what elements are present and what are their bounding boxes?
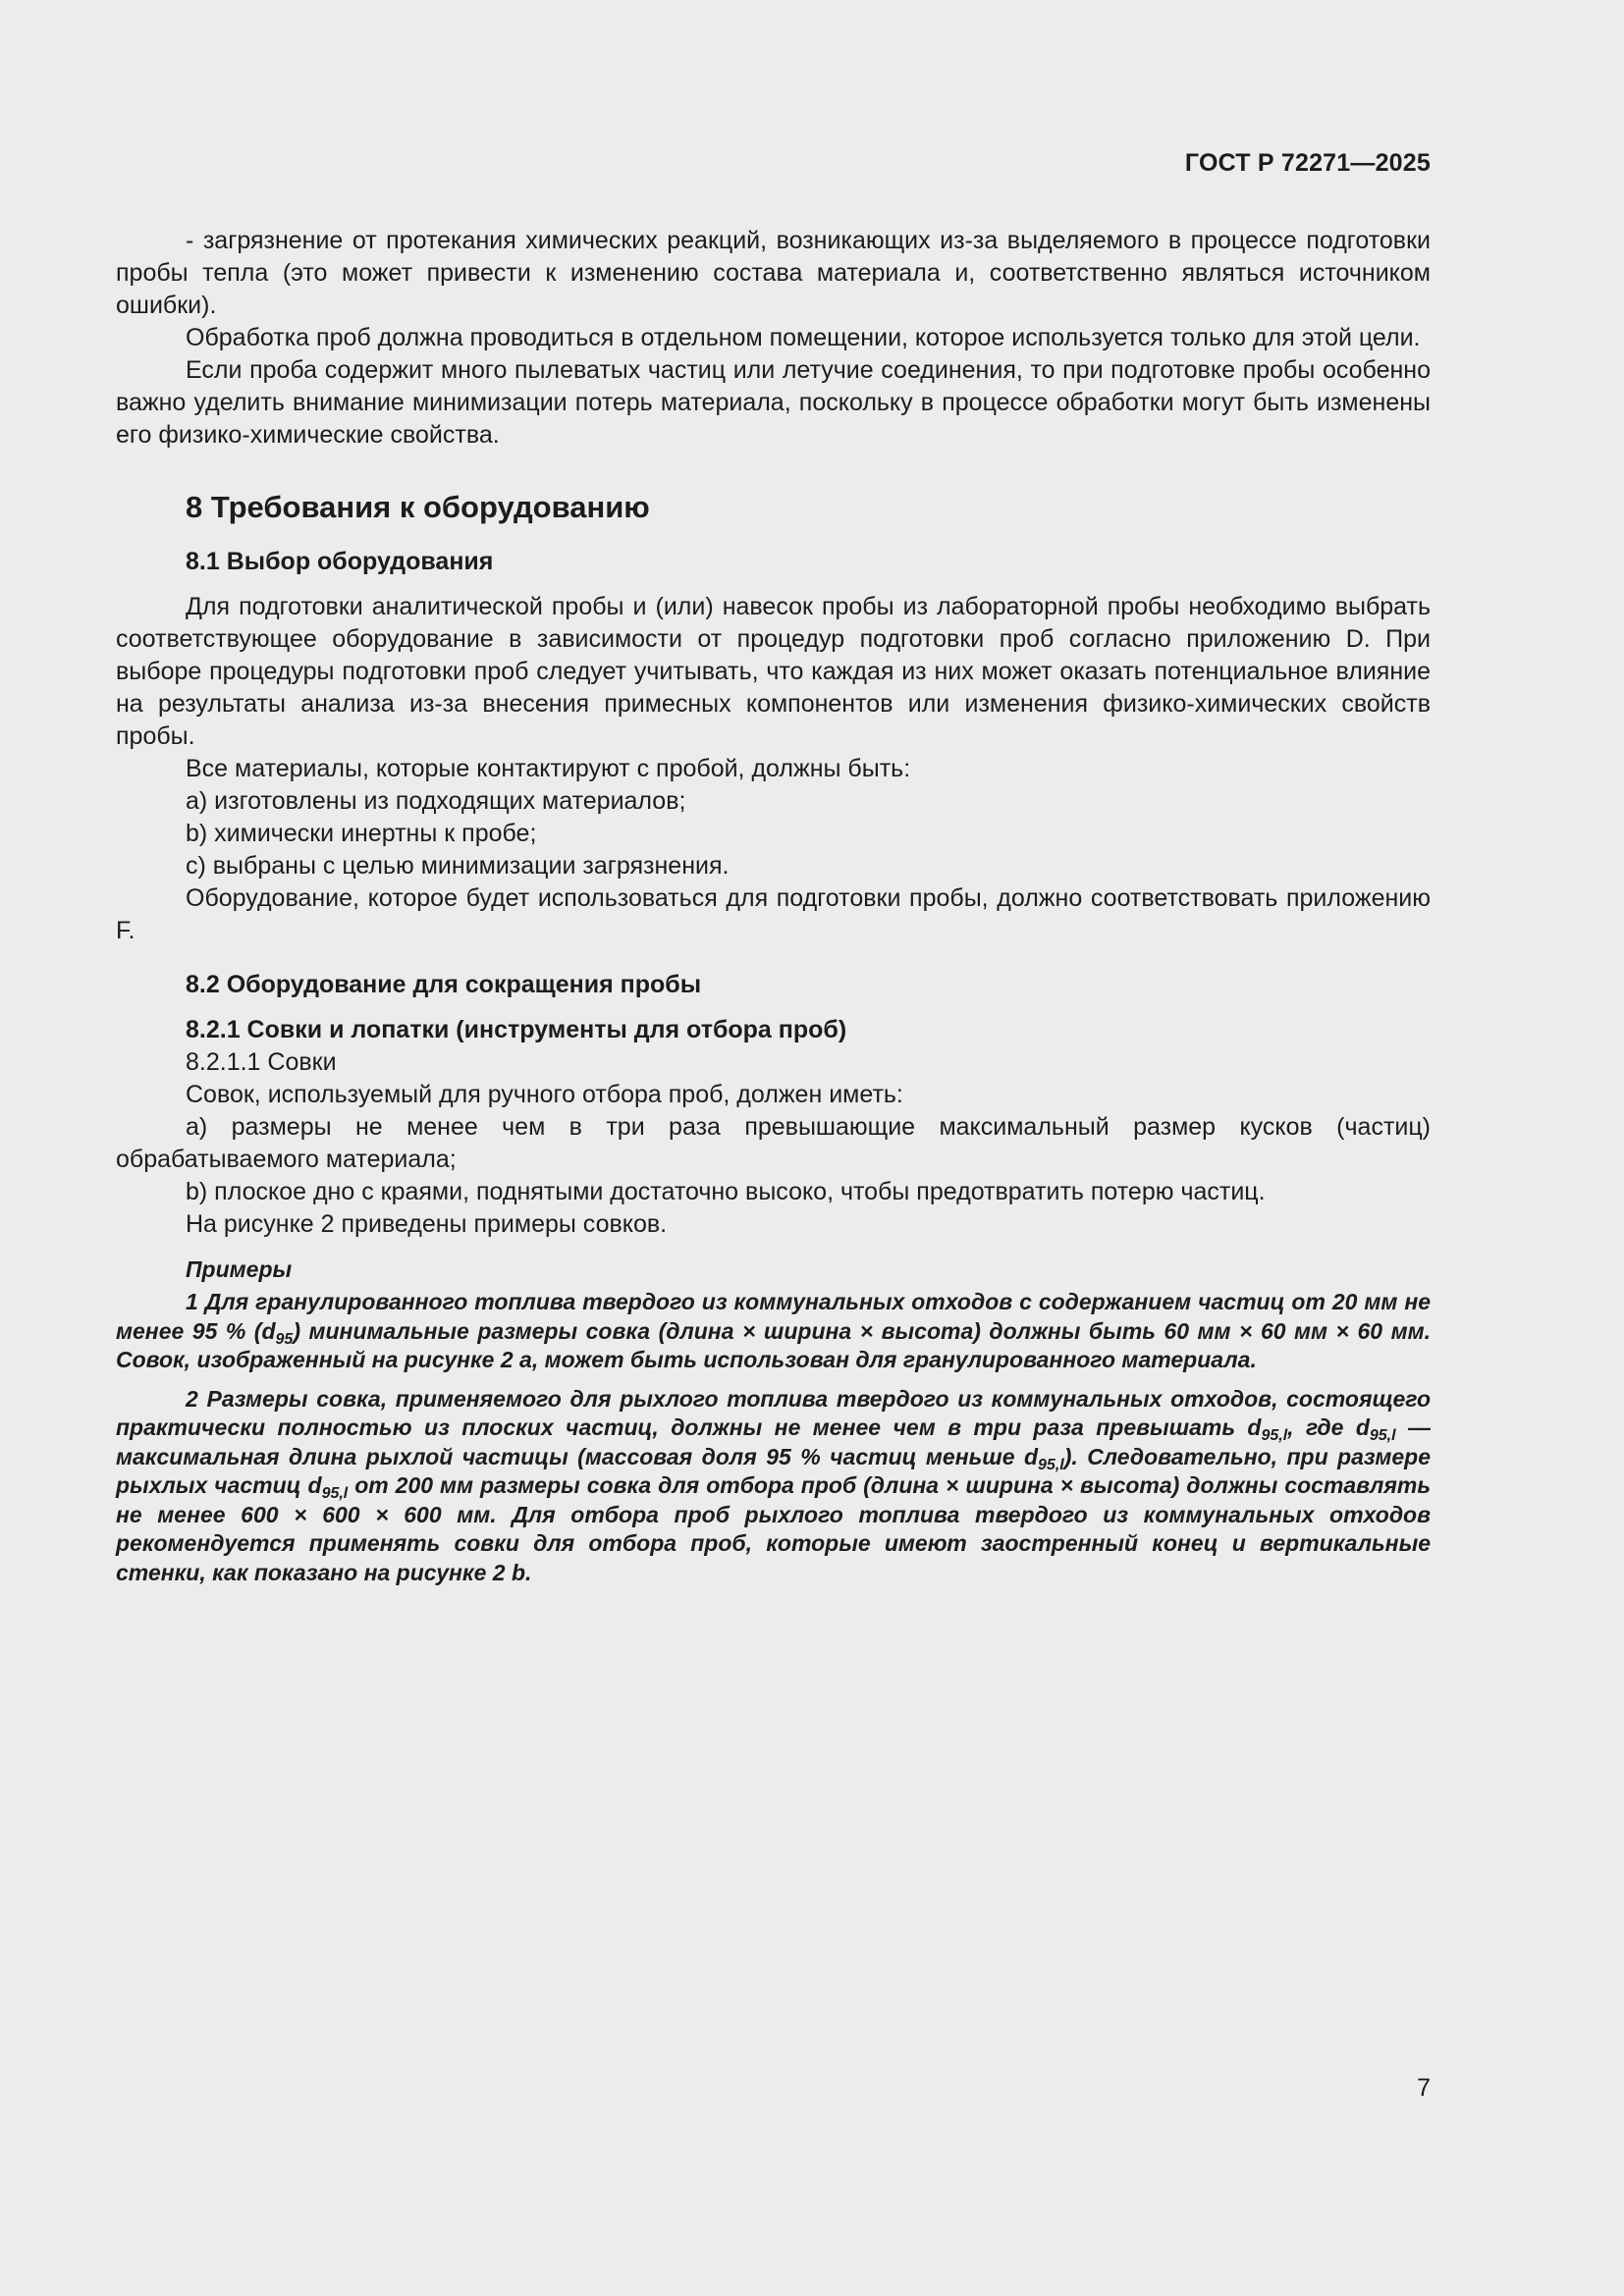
list-item-a: а) изготовлены из подходящих материалов; [186, 787, 686, 815]
section-8-2-1-heading: 8.2.1 Совки и лопатки (инструменты для отбора проб) [186, 1016, 847, 1043]
intro-paragraph-1: - загрязнение от протекания химических реакций, возникающих из-за выделяемого в процессе подготовки пробы тепла (это может привести к изменению состава материала и, соответственно являться источником ошибки). [116, 227, 1431, 319]
section-8-1-paragraph-3: Оборудование, которое будет использоваться для подготовки пробы, должно соответствовать приложению F. [116, 884, 1431, 944]
section-8-2-heading: 8.2 Оборудование для сокращения пробы [186, 971, 702, 998]
list-item-b: b) химически инертны к пробе; [186, 820, 537, 847]
document-code-header: ГОСТ Р 72271—2025 [1184, 149, 1431, 177]
section-8-2-1-1-paragraph-1: Совок, используемый для ручного отбора проб, должен иметь: [186, 1081, 903, 1108]
section-8-2-1-1-paragraph-2: На рисунке 2 приведены примеры совков. [186, 1210, 668, 1238]
section-8-2-1-1-heading: 8.2.1.1 Совки [186, 1048, 337, 1076]
section-8-1-paragraph-2: Все материалы, которые контактируют с пробой, должны быть: [186, 755, 911, 782]
intro-paragraph-3: Если проба содержит много пылеватых частиц или летучие соединения, то при подготовке пробы особенно важно уделить внимание минимизации потерь материала, поскольку в процессе обработки могут быть изменены его физико-химические свойства. [116, 356, 1431, 449]
intro-paragraph-2: Обработка проб должна проводиться в отдельном помещении, которое используется только для этой цели. [186, 324, 1421, 351]
page-number: 7 [1417, 2074, 1431, 2102]
list-item-c: c) выбраны с целью минимизации загрязнения. [186, 852, 730, 880]
scoop-list-item-b: b) плоское дно с краями, поднятыми достаточно высоко, чтобы предотвратить потерю частиц. [186, 1178, 1266, 1205]
example-2: 2 Размеры совка, применяемого для рыхлого топлива твердого из коммунальных отходов, состоящего практически полностью из плоских частиц, должны не менее чем в три раза превышать $d_{95,l}$, где $d_{95,l}$ — максимальная длина рыхлой частицы (массовая доля 95 % частиц меньше $d_{95,l}$). Следовательно, при размере рыхлых частиц $d_{95,l}$ от 200 мм размеры совка для отбора проб (длина × ширина × высота) должны составлять не менее 600 × 600 × 600 мм. Для отбора проб рыхлого топлива твердого из коммунальных отходов рекомендуется применять совки для отбора проб, которые имеют заостренный конец и вертикальные стенки, как показано на рисунке 2 b. [116, 1385, 1432, 1585]
section-8-1-paragraph-1: Для подготовки аналитической пробы и (или) навесок пробы из лабораторной пробы необходимо выбрать соответствующее оборудование в зависимости от процедур подготовки проб согласно приложению D. При выборе процедуры подготовки проб следует учитывать, что каждая из них может оказать потенциальное влияние на результаты анализа из-за внесения примесных компонентов или изменения физико-химических свойств пробы. [116, 593, 1431, 750]
example-1: 1 Для гранулированного топлива твердого из коммунальных отходов с содержанием частиц от 20 мм не менее 95 % $(d_{95})$ минимальные размеры совка (длина × ширина × высота) должны быть 60 мм × 60 мм × 60 мм. Совок, изображенный на рисунке 2 а, может быть использован для гранулированного материала. [116, 1289, 1431, 1372]
section-8-heading: 8 Требования к оборудованию [186, 490, 650, 524]
scoop-list-item-a: а) размеры не менее чем в три раза превышающие максимальный размер кусков (частиц) обрабатываемого материала; [116, 1113, 1431, 1173]
section-8-1-heading: 8.1 Выбор оборудования [186, 548, 494, 575]
page-content [116, 225, 1431, 1597]
examples-title: Примеры [186, 1256, 293, 1282]
